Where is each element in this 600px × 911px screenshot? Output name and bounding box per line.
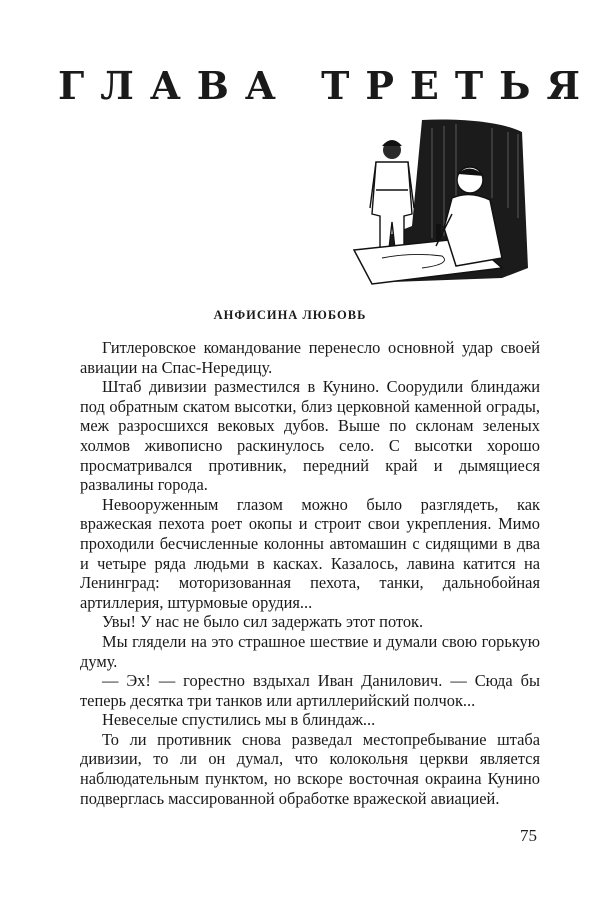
paragraph: Гитлеровское командование перенесло основной удар своей авиации на Спас-Нередицу. [80, 338, 540, 377]
chapter-illustration [352, 118, 530, 286]
paragraph: — Эх! — горестно вздыхал Иван Данилович. — Сюда бы теперь десятка три танков или артиллерийский полчок... [80, 671, 540, 710]
paragraph: Невеселые спустились мы в блиндаж... [102, 710, 376, 730]
paragraph: Увы! У нас не было сил задержать этот поток. [102, 612, 424, 632]
paragraph: Штаб дивизии разместился в Кунино. Соорудили блиндажи под обратным скатом высотки, близ церковной каменной ограды, меж разросшихся вековых дубов. Выше по склонам зеленых холмов живописно раскинулось село. С высотки хорошо просматривался противник, передний край и дымящиеся развалины города. [80, 377, 540, 495]
chapter-title: ГЛАВА ТРЕТЬЯ [58, 63, 597, 108]
page-number: 75 [520, 826, 537, 845]
section-heading: АНФИСИНА ЛЮБОВЬ [213, 308, 367, 322]
paragraph: То ли противник снова разведал местопребывание штаба дивизии, то ли он думал, что колокольня церкви является наблюдательным пунктом, но вскоре восточная окраина Кунино подверглась массированной обработке вражеской авиацией. [80, 729, 540, 808]
paragraph: Невооруженным глазом можно было разглядеть, как вражеская пехота роет окопы и строит свои укрепления. Мимо проходили бесчисленные колонны автомашин с сидящими в два и четыре ряда людьми в касках. Казалось, лавина катится на Ленинград: моторизованная пехота, танки, дальнобойная артиллерия, штурмовые орудия... [80, 494, 540, 612]
paragraph: Мы глядели на это страшное шествие и думали свою горькую думу. [80, 631, 540, 671]
body-text [80, 338, 540, 808]
